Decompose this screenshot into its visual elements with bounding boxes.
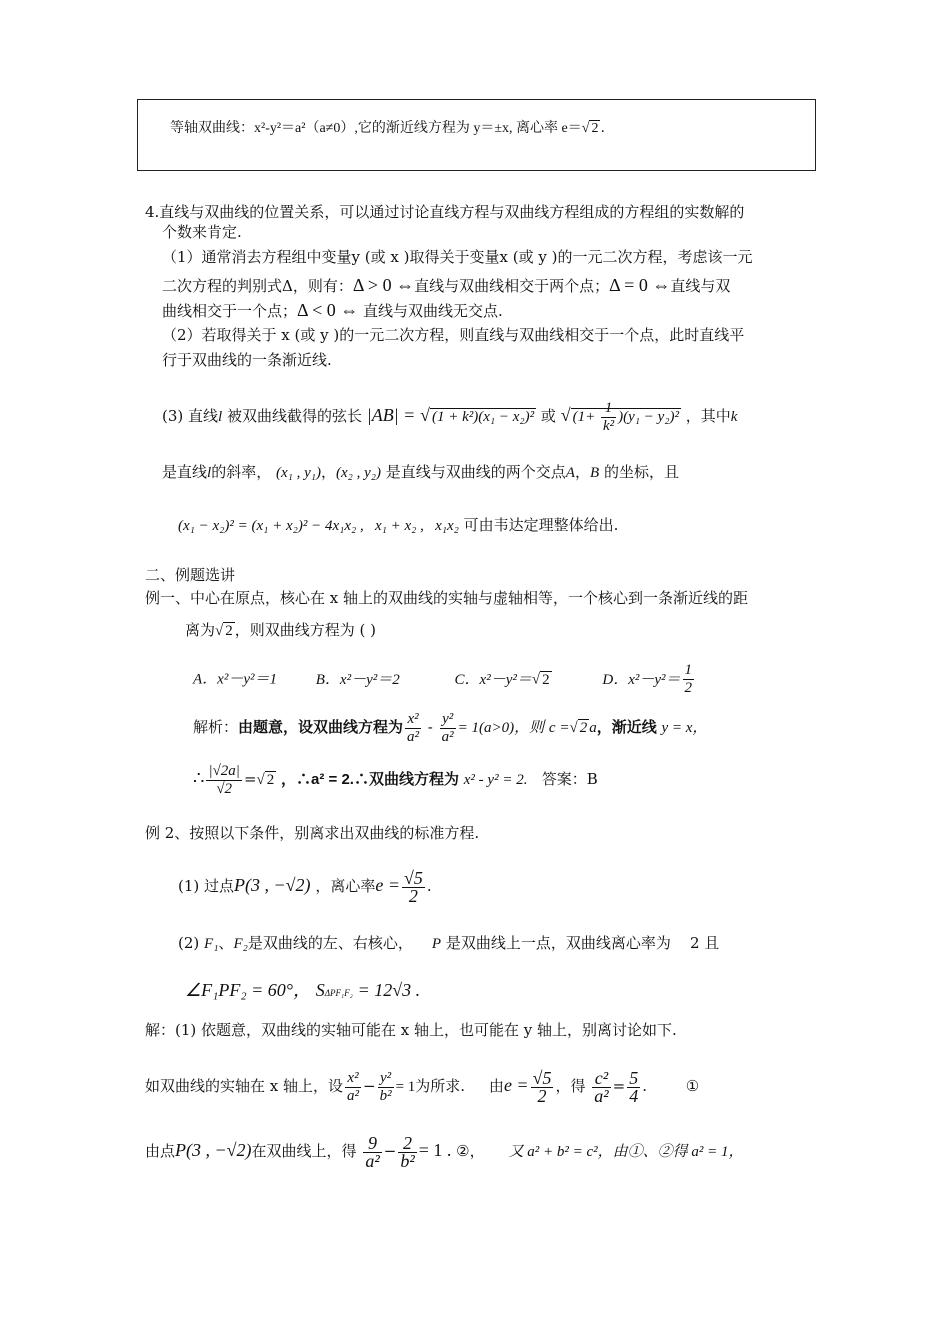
ex2-1a: (1) 过点 <box>178 877 235 895</box>
c2-over-a2: $\frac{\text{c²}}{\text{a²}}$ <box>594 1067 609 1106</box>
option-b: B．x²－y²＝2 <box>315 671 400 688</box>
option-a: A．x²－y²＝1 <box>193 671 277 688</box>
p4-line10 <box>178 515 618 536</box>
therefore-sign: ∴ <box>193 768 205 789</box>
sol1e: y = x， <box>661 720 708 736</box>
sol2b: x² - y² = 2. <box>463 772 528 788</box>
box-line <box>170 118 605 139</box>
x2-over-a2: $\frac{\text{x²}}{\text{a²}}$ <box>347 1069 359 1104</box>
chord-formula2: (1+ $\frac{1}{\text{k²}}$ )(y₁ − y₂)² <box>572 400 679 434</box>
p4-line3 <box>162 247 752 267</box>
var-k: k <box>730 408 738 425</box>
answer: 答案：B <box>541 770 598 788</box>
option-d: D．x²－y²＝ <box>602 671 681 688</box>
distance-frac: $\frac{|√2a|}{√2}$ <box>208 762 240 797</box>
area-s: SΔPF₁F₂ <box>315 980 353 1000</box>
p4-line8 <box>162 400 737 435</box>
p4-l9b: 的斜率， <box>211 463 272 481</box>
p4-l5c: 直线与双曲线无交点. <box>363 302 503 320</box>
ex2-3a: ∠F₁PF₂ = 60°， <box>185 980 311 1000</box>
root5-over-2: $\frac{√5}{2}$ <box>403 867 423 906</box>
p4-l5a: 曲线相交于一个点； <box>162 302 298 320</box>
p4-l4a: 二次方程的判别式Δ，则有： <box>162 277 353 295</box>
sqrt2: 2 <box>579 720 588 736</box>
chord-ab: |AB| = <box>366 404 416 425</box>
p4-l3c: x (或 y )的一元二次方程，考虑该一元 <box>499 248 753 266</box>
ex1-l2b: ，则双曲线方程为 ( ) <box>234 621 376 639</box>
c-eq: c = <box>548 720 570 736</box>
p4-line5 <box>162 300 503 321</box>
box-eccentricity: 2 <box>591 121 599 136</box>
sqrt2: 2 <box>225 623 233 639</box>
p4-l3a: （1）通常消去方程组中变量 <box>162 248 352 266</box>
ex1-line1: 例一、中心在原点，核心在 x 轴上的双曲线的实轴与虚轴相等，一个核心到一条渐近线的距 <box>145 589 748 607</box>
p4-l8b: 被双曲线截得的弦长 <box>226 406 362 425</box>
solution-intro: 解：(1) 依题意，双曲线的实轴可能在 x 轴上，也可能在 y 轴上，别离讨论如下. <box>145 1021 677 1039</box>
ex1-l2a: 离为 <box>185 621 216 639</box>
p4-l8or: 或 <box>540 406 556 425</box>
ex2-2b: 、 <box>218 934 234 952</box>
section-title: 二、例题选讲 <box>145 566 236 584</box>
sqrt-sign: √ <box>256 772 265 788</box>
focus-f2: F₂ <box>233 936 248 952</box>
y2-over-b2: $\frac{\text{y²}}{\text{b²}}$ <box>379 1069 392 1104</box>
box-prefix: 等轴双曲线： <box>170 120 254 136</box>
point-b: B <box>589 465 600 481</box>
sqrt-sign: √ <box>420 404 430 425</box>
ex2-1b: ，离心率 <box>315 877 376 895</box>
ex1-line2 <box>185 620 376 641</box>
ex2-part3 <box>185 980 420 1003</box>
p4-l9a: 是直线 <box>162 463 208 481</box>
p4-line2: 个数来肯定. <box>162 223 242 241</box>
ex2-2e: 2 且 <box>689 934 720 952</box>
x2-over-a2: $\frac{\text{x²}}{\text{a²}}$ <box>407 710 420 745</box>
ru-c: 由 <box>488 1077 504 1095</box>
p4-l4e: 直线与双 <box>670 277 731 295</box>
p4-l4c: 直线与双曲线相交于两个点； <box>414 277 610 295</box>
ex1-solution1: 解析：由题意，设双曲线方程为 $\frac{\text{x²}}{\text{a²}}$ - $\frac{\text{y²}}{\text{a²}}$ = 1(a>0)，则 c =√ 2 a，渐近线 y = x， <box>193 710 708 745</box>
two-over-b2: $\frac{2}{\text{b²}}$ <box>400 1132 415 1171</box>
solution-line1: 如双曲线的实轴在 x 轴上，设 $\frac{\text{x²}}{\text{a²}}$ − $\frac{\text{y²}}{\text{b²}}$ = 1为所求. 由e = $\frac{√5}{2}$ ，得 $\frac{\text{c²}}{\text{a²}}$ = $\frac{5}{4}$ . ① <box>145 1067 700 1106</box>
point-1: (x₁ , y₁) <box>275 465 321 481</box>
line-l: l <box>207 465 212 481</box>
sol-label: 解析： <box>193 718 239 736</box>
ex2-2c: 是双曲线的左、右核心， <box>247 934 413 952</box>
p4-l9c: 是直线与双曲线的两个交点 <box>385 463 566 481</box>
p4-l3b: y (或 x )取得关于变量 <box>351 248 500 266</box>
solution-line2: 由点P(3 , −√2)在双曲线上，得 $\frac{9}{\text{a²}}$ − $\frac{2}{\text{b²}}$ = 1 . ②， 又 a² + b² = c²，由①、②得 a² = 1， <box>145 1132 744 1171</box>
ru-b: 为所求. <box>415 1077 466 1095</box>
ex2-3b: = 12√3 . <box>357 980 421 1000</box>
you-d: 又 a² + b² = c²，由①、②得 a² = 1， <box>508 1144 744 1160</box>
you-b: 在双曲线上，得 <box>251 1142 357 1160</box>
p4-l9d: 的坐标，且 <box>603 463 679 481</box>
sol2a: ，∴a² = 2.∴双曲线方程为 <box>281 771 459 788</box>
p4-l8end: ，其中 <box>685 406 731 425</box>
point-p: P(3 , −√2) <box>234 875 311 895</box>
p4-line9: 是直线l的斜率， (x₁ , y₁)，(x₂ , y₂) 是直线与双曲线的两个交点A，B 的坐标，且 <box>162 463 679 481</box>
vieta-formula: (x₁ − x₂)² = (x₁ + x₂)² − 4x₁x₂ , x₁ + x₂ , x₁x₂ <box>178 518 459 534</box>
point-p: P(3 , −√2) <box>175 1140 252 1160</box>
sqrt-sign: √ <box>560 404 571 425</box>
ru-a: 如双曲线的实轴在 x 轴上，设 <box>145 1077 343 1095</box>
you-c: ②， <box>456 1142 485 1160</box>
ex1-options <box>193 662 696 697</box>
sol1d: ，渐近线 <box>596 719 657 736</box>
sqrt2: 2 <box>266 772 275 788</box>
y2-over-a2: $\frac{\text{y²}}{\text{a²}}$ <box>441 710 454 745</box>
box-end: . <box>600 120 605 136</box>
var-a: a <box>589 720 597 736</box>
p4-line6: （2）若取得关于 x (或 y )的一元二次方程，则直线与双曲线相交于一个点，此时直线平 <box>162 326 745 344</box>
p4-line4 <box>162 275 730 296</box>
chord-formula1: (1 + k²)(x₁ − x₂)² <box>432 408 535 425</box>
point-2: (x₂ , y₂) <box>336 465 381 481</box>
ex2-2d: 是双曲线上一点，双曲线离心率为 <box>445 934 671 952</box>
p4-line1: 4.直线与双曲线的位置关系，可以通过讨论直线方程与双曲线方程组成的方程组的实数解的 <box>145 203 745 221</box>
sol1b: 由题意，设双曲线方程为 <box>238 719 404 736</box>
box-asymptote-text: ,它的渐近线方程为 y＝±x, 离心率 e＝ <box>354 121 582 136</box>
p4-l8a: (3) 直线 <box>162 406 219 425</box>
p4-l4d: Δ = 0 ⇔ <box>609 275 671 295</box>
ex2-title: 例 2、按照以下条件，别离求出双曲线的标准方程. <box>145 824 480 842</box>
sqrt-sign: √ <box>581 121 590 136</box>
p4-line7: 行于双曲线的一条渐近线. <box>162 351 332 369</box>
line-l: l <box>218 408 223 425</box>
root5-over-2: $\frac{√5}{2}$ <box>532 1067 552 1106</box>
sqrt-sign: √ <box>215 623 224 639</box>
e-eq: e = <box>375 875 400 895</box>
box-equation: x²-y²＝a²（a≠0） <box>254 121 355 136</box>
option-c: C．x²－y²＝ <box>454 671 532 688</box>
five-over-four: $\frac{5}{4}$ <box>629 1067 639 1106</box>
ru-e: ① <box>685 1077 700 1095</box>
ru-d: ，得 <box>555 1077 586 1095</box>
half: $\frac{1}{2}$ <box>684 662 693 696</box>
you-a: 由点 <box>145 1142 176 1160</box>
nine-over-a2: $\frac{9}{\text{a²}}$ <box>365 1132 380 1171</box>
focus-f1: F₁ <box>204 936 219 952</box>
p4-l5b: Δ < 0 ⇔ <box>297 300 359 320</box>
ex2-part2 <box>178 933 719 954</box>
sol1c: = 1(a>0)，则 <box>457 720 545 736</box>
sqrt2: 2 <box>542 671 550 688</box>
p4-l4b: Δ > 0 ⇔ <box>352 275 415 295</box>
ex1-solution2: ∴ $\frac{|√2a|}{√2}$ =√ 2 ，∴a² = 2.∴双曲线方程为 x² - y² = 2. 答案：B <box>193 762 598 797</box>
p4-l10: 可由韦达定理整体给出. <box>463 516 619 534</box>
point-a: A <box>565 465 575 481</box>
ex2-part1: (1) 过点P(3 , −√2) ，离心率e = $\frac{√5}{2}$ . <box>178 867 432 906</box>
e-eq: e = <box>503 1075 529 1095</box>
sqrt-sign: √ <box>569 720 578 736</box>
sqrt-sign: √ <box>531 671 541 688</box>
point-p: P <box>431 936 442 952</box>
ex2-2a: (2) <box>178 934 200 952</box>
